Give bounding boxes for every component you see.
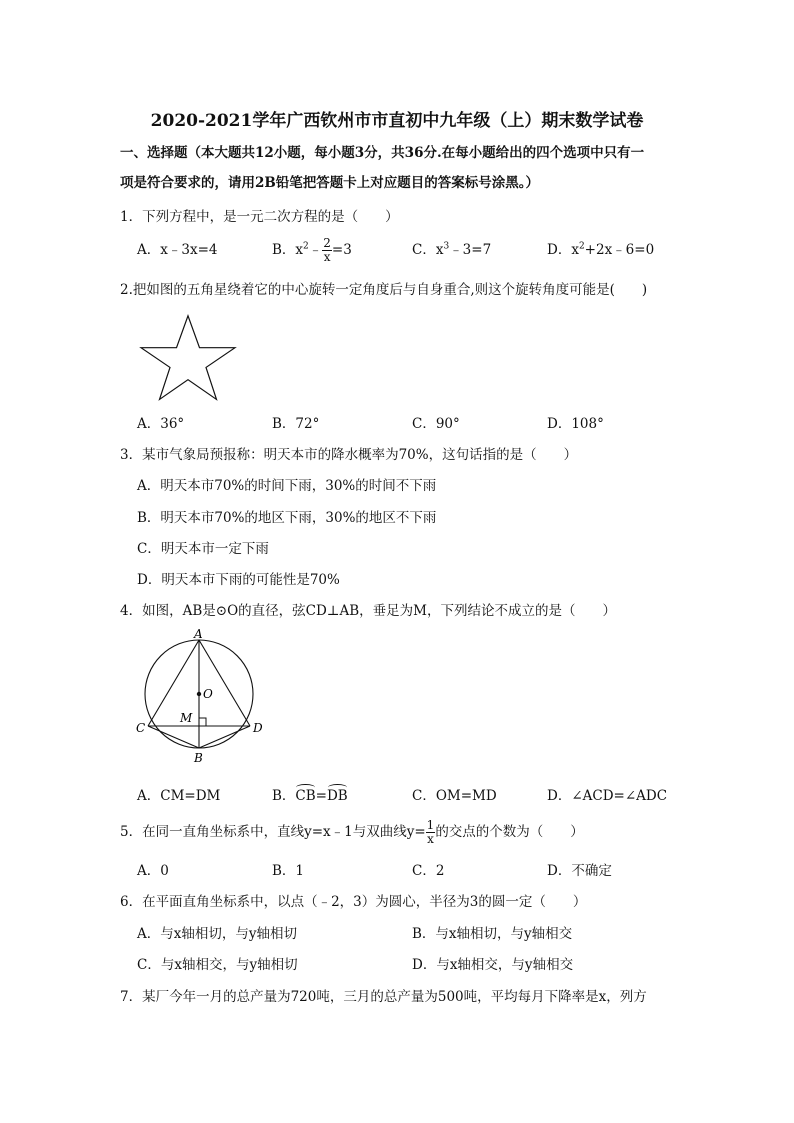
circle-figure [130, 628, 270, 768]
q1-d-post: +2x﹣6=0 [584, 242, 655, 258]
q6-stem: 6．在平面直角坐标系中，以点（﹣2，3）为圆心，半径为3的圆一定（ ） [120, 894, 587, 910]
q1-b-pre: B．x [272, 242, 304, 258]
q6-option-c: C．与x轴相交，与y轴相切 [137, 957, 298, 973]
page-title: 2020-2021学年广西钦州市市直初中九年级（上）期末数学试卷 [150, 111, 644, 131]
q1-b-numerator: 2 [323, 236, 331, 250]
q1-stem: 1．下列方程中，是一元二次方程的是（ ） [120, 209, 399, 225]
q1-c-pre: C．x [412, 242, 444, 258]
q6-option-d: D．与x轴相交，与y轴相交 [412, 957, 574, 973]
q1-b-sup: 2 [303, 241, 309, 252]
q5-option-d: D．不确定 [547, 863, 612, 879]
q4-option-a: A．CM=DM [137, 788, 221, 804]
center-point [197, 692, 201, 696]
q1-b-denominator: x [323, 250, 331, 264]
q5-stem-post: 的交点的个数为（ ） [435, 824, 584, 840]
section-heading-line1: 一、选择题（本大题共12小题，每小题3分，共36分.在每小题给出的四个选项中只有一 [120, 145, 645, 161]
q1-option-c [412, 241, 491, 259]
q1-d-pre: D．x [547, 242, 579, 258]
q5-option-b: B．1 [272, 863, 305, 879]
q1-c-post: ﹣3=7 [449, 242, 492, 258]
q2-stem: 2.把如图的五角星绕着它的中心旋转一定角度后与自身重合,则这个旋转角度可能是( ) [120, 282, 648, 298]
q1-b-mid: ﹣ [308, 242, 323, 258]
q5-option-a: A．0 [137, 863, 169, 879]
q7-stem: 7．某厂今年一月的总产量为720吨，三月的总产量为500吨，平均每月下降率是x，列方 [120, 989, 647, 1005]
q5-stem-pre: 5．在同一直角坐标系中，直线y=x﹣1与双曲线y= [120, 824, 426, 840]
q1-b-fraction [322, 237, 332, 264]
arc-cb: CB [295, 788, 316, 804]
q2-option-d: D．108° [547, 416, 604, 432]
q3-stem: 3．某市气象局预报称：明天本市的降水概率为70%，这句话指的是（ ） [120, 447, 578, 463]
q5-option-c: C．2 [412, 863, 445, 879]
q4-stem: 4．如图，AB是⊙O的直径，弦CD⊥AB，垂足为M，下列结论不成立的是（ ） [120, 603, 616, 619]
arc-db: DB [326, 788, 348, 804]
q4-b-pre: B． [272, 788, 296, 804]
q1-d-sup: 2 [578, 241, 585, 252]
q1-b-post: =3 [331, 242, 352, 258]
five-point-star [141, 316, 235, 400]
section-heading-line2: 项是符合要求的，请用2B铅笔把答题卡上对应题目的答案标号涂黑。） [120, 175, 540, 191]
q1-option-d [547, 241, 654, 259]
q5-fraction [426, 819, 436, 846]
q3-option-c: C．明天本市一定下雨 [137, 541, 269, 557]
q3-option-d: D．明天本市下雨的可能性是70% [137, 572, 340, 588]
q4-option-b [272, 787, 348, 805]
q6-option-b: B．与x轴相切，与y轴相交 [412, 926, 573, 942]
q1-c-sup: 3 [443, 241, 450, 252]
q1-option-a: A．x﹣3x=4 [137, 242, 218, 258]
q5-numerator: 1 [426, 818, 435, 832]
q4-option-d: D．∠ACD=∠ADC [547, 788, 668, 804]
q4-b-eq: = [315, 788, 327, 804]
label-d: D [253, 721, 263, 735]
q2-option-b: B．72° [272, 416, 320, 432]
label-a: A [194, 628, 203, 641]
star-figure [138, 312, 238, 402]
q6-option-a: A．与x轴相切，与y轴相切 [137, 926, 297, 942]
q5-stem [120, 815, 584, 849]
segment-db [199, 726, 250, 748]
label-c: C [136, 721, 146, 735]
q3-option-b: B．明天本市70%的地区下雨，30%的地区不下雨 [137, 510, 437, 526]
q5-denominator: x [427, 832, 434, 846]
right-angle-mark [199, 718, 206, 726]
label-o: O [203, 687, 213, 701]
q2-option-a: A．36° [137, 416, 185, 432]
q4-option-c: C．OM=MD [412, 788, 497, 804]
q1-option-b [272, 233, 352, 267]
segment-cb [148, 726, 199, 748]
q2-option-c: C．90° [412, 416, 460, 432]
label-b: B [194, 751, 203, 765]
segment-ad [199, 640, 250, 726]
label-m: M [180, 711, 193, 725]
q3-option-a: A．明天本市70%的时间下雨，30%的时间不下雨 [137, 478, 437, 494]
